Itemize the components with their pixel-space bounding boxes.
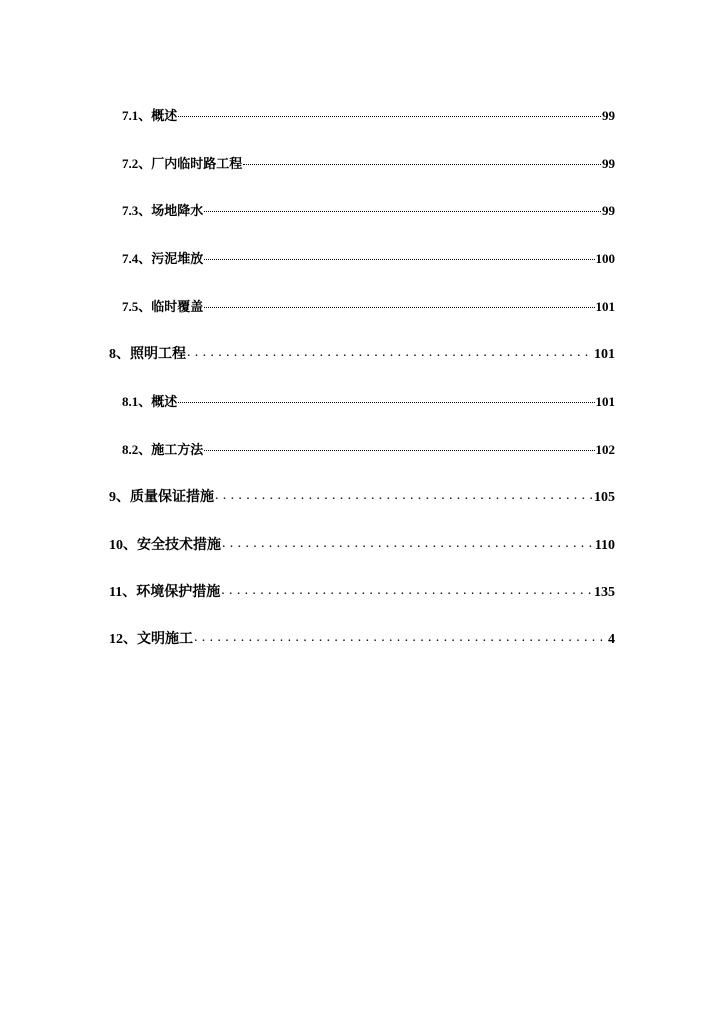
dot-leader	[187, 345, 593, 361]
toc-entry-page: 4	[608, 632, 615, 647]
dot-leader	[204, 306, 594, 308]
toc-entry-page: 99	[602, 108, 615, 123]
dot-leader	[204, 258, 594, 260]
toc-entry-page: 105	[594, 490, 615, 505]
dot-leader	[221, 583, 593, 599]
toc-entry[interactable]	[122, 153, 615, 172]
toc-entry[interactable]	[122, 391, 615, 410]
toc-entry-label: 8.1、概述	[122, 394, 178, 409]
toc-entry-page: 99	[602, 203, 615, 218]
toc-entry[interactable]	[109, 628, 615, 648]
dot-leader	[204, 449, 594, 451]
dot-leader	[243, 163, 601, 165]
toc-entry-page: 100	[595, 251, 615, 266]
toc-entry-page: 101	[594, 347, 615, 362]
toc-entry-label: 7.1、概述	[122, 108, 178, 123]
dot-leader	[204, 210, 601, 212]
toc-entry[interactable]	[122, 105, 615, 124]
dot-leader	[178, 401, 594, 403]
dot-leader	[215, 488, 593, 504]
toc-entry[interactable]	[122, 200, 615, 219]
dot-leader	[178, 115, 601, 117]
toc-entry-label: 7.4、污泥堆放	[122, 251, 204, 266]
dot-leader	[194, 630, 607, 646]
toc-entry-page: 101	[595, 299, 615, 314]
toc-entry-label: 7.5、临时覆盖	[122, 299, 204, 314]
toc-entry-label: 12、文明施工	[109, 632, 193, 647]
toc-entry[interactable]	[109, 343, 615, 363]
toc-entry[interactable]	[109, 486, 615, 506]
toc-entry-label: 7.3、场地降水	[122, 203, 204, 218]
toc-entry[interactable]	[122, 439, 615, 458]
toc-entry-label: 10、安全技术措施	[109, 538, 221, 553]
toc-entry-page: 110	[594, 538, 615, 553]
toc-entry-page: 102	[595, 442, 615, 457]
toc-entry[interactable]	[122, 248, 615, 267]
toc-entry[interactable]	[109, 534, 615, 554]
toc-entry-page: 99	[602, 156, 615, 171]
toc-entry-label: 7.2、厂内临时路工程	[122, 156, 243, 171]
toc-entry-label: 8.2、施工方法	[122, 442, 204, 457]
dot-leader	[222, 536, 594, 552]
toc-entry-label: 9、质量保证措施	[109, 490, 214, 505]
toc-entry[interactable]	[109, 581, 615, 601]
toc-entry-page: 135	[594, 585, 615, 600]
toc-entry-label: 8、照明工程	[109, 347, 186, 362]
toc-entry-label: 11、环境保护措施	[109, 585, 221, 600]
toc-entry[interactable]	[122, 296, 615, 315]
toc-entry-page: 101	[595, 394, 615, 409]
